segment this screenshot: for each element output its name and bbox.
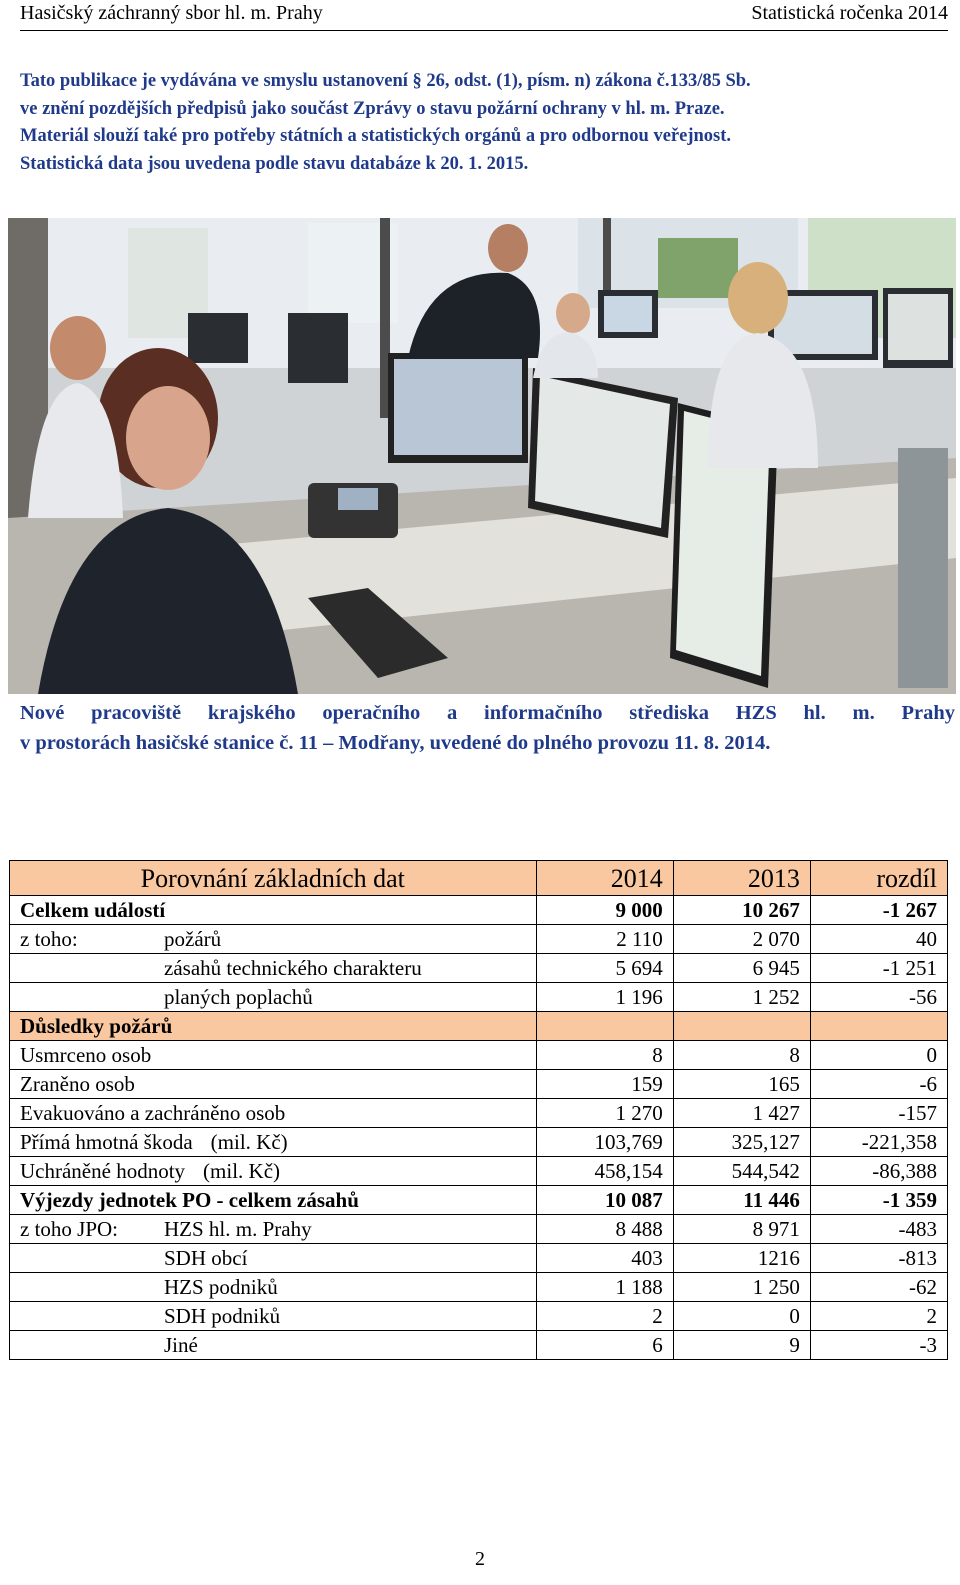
diff-cell: 40 bbox=[810, 925, 947, 954]
header-cell-2013: 2013 bbox=[673, 861, 810, 896]
row-label-cell bbox=[10, 1244, 537, 1273]
value-2013-cell bbox=[673, 1012, 810, 1041]
diff-cell: -86,388 bbox=[810, 1157, 947, 1186]
table-row bbox=[10, 1331, 948, 1360]
table-row bbox=[10, 1012, 948, 1041]
row-label-cell bbox=[10, 1128, 537, 1157]
intro-line: Tato publikace je vydávána ve smyslu ustanovení § 26, odst. (1), písm. n) zákona č.133/85 Sb. bbox=[20, 71, 751, 91]
row-label: Důsledky požárů bbox=[20, 1014, 173, 1038]
row-label-cell bbox=[10, 1041, 537, 1070]
row-unit: (mil. Kč) bbox=[203, 1159, 281, 1183]
row-sublabel: HZS hl. m. Prahy bbox=[164, 1217, 312, 1241]
diff-cell: -1 251 bbox=[810, 954, 947, 983]
value-2014-cell: 5 694 bbox=[536, 954, 673, 983]
value-2013-cell: 1216 bbox=[673, 1244, 810, 1273]
row-label-cell bbox=[10, 1070, 537, 1099]
diff-cell bbox=[810, 1012, 947, 1041]
diff-cell: -3 bbox=[810, 1331, 947, 1360]
diff-cell: -157 bbox=[810, 1099, 947, 1128]
operations-center-photo bbox=[8, 218, 956, 694]
caption-line: Nové pracoviště krajského operačního a informačního střediska HZS hl. m. Prahy bbox=[20, 702, 955, 724]
value-2013-cell: 2 070 bbox=[673, 925, 810, 954]
row-label: Evakuováno a zachráněno osob bbox=[20, 1101, 286, 1125]
row-label-cell bbox=[10, 1099, 537, 1128]
row-label-cell bbox=[10, 1157, 537, 1186]
table-row bbox=[10, 1157, 948, 1186]
value-2014-cell: 2 110 bbox=[536, 925, 673, 954]
row-label-cell bbox=[10, 1215, 537, 1244]
value-2014-cell: 2 bbox=[536, 1302, 673, 1331]
intro-line: Statistická data jsou uvedena podle stavu databáze k 20. 1. 2015. bbox=[20, 153, 529, 174]
page-number: 2 bbox=[475, 1548, 485, 1570]
table-row bbox=[10, 1041, 948, 1070]
value-2013-cell: 1 252 bbox=[673, 983, 810, 1012]
row-label: z toho JPO: bbox=[20, 1217, 119, 1241]
value-2013-cell: 9 bbox=[673, 1331, 810, 1360]
header-publication: Statistická ročenka 2014 bbox=[751, 2, 948, 24]
value-2013-cell: 1 427 bbox=[673, 1099, 810, 1128]
comparison-table bbox=[9, 860, 948, 1360]
value-2013-cell: 0 bbox=[673, 1302, 810, 1331]
table-row bbox=[10, 1070, 948, 1099]
table-row bbox=[10, 1128, 948, 1157]
row-sublabel: požárů bbox=[164, 927, 222, 951]
value-2013-cell: 544,542 bbox=[673, 1157, 810, 1186]
value-2014-cell: 403 bbox=[536, 1244, 673, 1273]
value-2013-cell: 325,127 bbox=[673, 1128, 810, 1157]
value-2013-cell: 11 446 bbox=[673, 1186, 810, 1215]
header-cell-title: Porovnání základních dat bbox=[10, 861, 537, 896]
row-label-cell bbox=[10, 1302, 537, 1331]
row-label-cell bbox=[10, 1012, 537, 1041]
value-2014-cell: 458,154 bbox=[536, 1157, 673, 1186]
table-row bbox=[10, 925, 948, 954]
row-label-cell bbox=[10, 983, 537, 1012]
diff-cell: -221,358 bbox=[810, 1128, 947, 1157]
row-sublabel: SDH obcí bbox=[164, 1246, 248, 1270]
value-2013-cell: 6 945 bbox=[673, 954, 810, 983]
value-2013-cell: 1 250 bbox=[673, 1273, 810, 1302]
value-2013-cell: 8 971 bbox=[673, 1215, 810, 1244]
value-2014-cell: 8 bbox=[536, 1041, 673, 1070]
intro-line: ve znění pozdějších předpisů jako součást Zprávy o stavu požární ochrany v hl. m. Praze. bbox=[20, 98, 725, 119]
row-label-cell bbox=[10, 1186, 537, 1215]
photo-caption bbox=[20, 698, 955, 758]
row-label-cell bbox=[10, 1331, 537, 1360]
table-row bbox=[10, 1186, 948, 1215]
diff-cell: 2 bbox=[810, 1302, 947, 1331]
row-label-cell bbox=[10, 925, 537, 954]
row-sublabel: HZS podniků bbox=[164, 1275, 278, 1299]
row-label-cell bbox=[10, 896, 537, 925]
diff-cell: -6 bbox=[810, 1070, 947, 1099]
diff-cell: -813 bbox=[810, 1244, 947, 1273]
value-2013-cell: 165 bbox=[673, 1070, 810, 1099]
value-2013-cell: 8 bbox=[673, 1041, 810, 1070]
row-sublabel: SDH podniků bbox=[164, 1304, 281, 1328]
header-organization: Hasičský záchranný sbor hl. m. Prahy bbox=[20, 2, 323, 24]
value-2014-cell: 9 000 bbox=[536, 896, 673, 925]
diff-cell: -56 bbox=[810, 983, 947, 1012]
value-2014-cell: 8 488 bbox=[536, 1215, 673, 1244]
row-label: Zraněno osob bbox=[20, 1072, 135, 1096]
diff-cell: 0 bbox=[810, 1041, 947, 1070]
diff-cell: -1 267 bbox=[810, 896, 947, 925]
row-label-cell bbox=[10, 954, 537, 983]
row-unit: (mil. Kč) bbox=[210, 1130, 288, 1154]
table-row bbox=[10, 1099, 948, 1128]
value-2014-cell: 6 bbox=[536, 1331, 673, 1360]
page-header bbox=[20, 0, 948, 31]
row-label: z toho: bbox=[20, 927, 78, 951]
value-2014-cell: 1 270 bbox=[536, 1099, 673, 1128]
table-row bbox=[10, 896, 948, 925]
table-row bbox=[10, 983, 948, 1012]
table-row bbox=[10, 1244, 948, 1273]
row-label: Celkem událostí bbox=[20, 898, 166, 922]
header-cell-2014: 2014 bbox=[536, 861, 673, 896]
row-label: Výjezdy jednotek PO - celkem zásahů bbox=[20, 1188, 359, 1212]
row-label: Uchráněné hodnoty bbox=[20, 1159, 186, 1183]
value-2014-cell: 1 188 bbox=[536, 1273, 673, 1302]
diff-cell: -62 bbox=[810, 1273, 947, 1302]
value-2014-cell: 103,769 bbox=[536, 1128, 673, 1157]
diff-cell: -483 bbox=[810, 1215, 947, 1244]
row-sublabel: zásahů technického charakteru bbox=[164, 956, 422, 980]
value-2013-cell: 10 267 bbox=[673, 896, 810, 925]
header-cell-diff: rozdíl bbox=[810, 861, 947, 896]
table-row bbox=[10, 1273, 948, 1302]
value-2014-cell: 159 bbox=[536, 1070, 673, 1099]
intro-line: Materiál slouží také pro potřeby státních a statistických orgánů a pro odbornou veřejnost. bbox=[20, 126, 732, 146]
row-label-cell bbox=[10, 1273, 537, 1302]
row-label: Usmrceno osob bbox=[20, 1043, 152, 1067]
diff-cell: -1 359 bbox=[810, 1186, 947, 1215]
value-2014-cell bbox=[536, 1012, 673, 1041]
table-row bbox=[10, 954, 948, 983]
value-2014-cell: 10 087 bbox=[536, 1186, 673, 1215]
value-2014-cell: 1 196 bbox=[536, 983, 673, 1012]
row-sublabel: planých poplachů bbox=[164, 985, 313, 1009]
row-sublabel: Jiné bbox=[164, 1333, 198, 1357]
intro-paragraph bbox=[20, 68, 950, 178]
table-row bbox=[10, 1302, 948, 1331]
caption-line: v prostorách hasičské stanice č. 11 – Modřany, uvedené do plného provozu 11. 8. 2014. bbox=[20, 732, 771, 754]
table-header-row bbox=[10, 861, 948, 896]
row-label: Přímá hmotná škoda bbox=[20, 1130, 193, 1154]
table-row bbox=[10, 1215, 948, 1244]
